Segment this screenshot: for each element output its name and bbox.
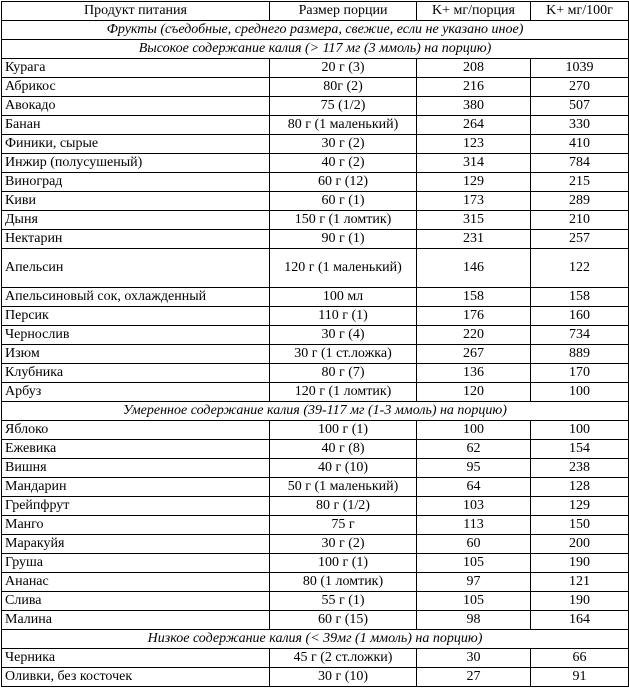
k-per-100g: 160 bbox=[531, 307, 629, 326]
table-row bbox=[2, 459, 629, 478]
k-per-100g: 190 bbox=[531, 554, 629, 573]
food-name: Яблоко bbox=[2, 421, 270, 440]
food-name: Маракуйя bbox=[2, 535, 270, 554]
portion-size: 75 (1/2) bbox=[270, 97, 417, 116]
table-row bbox=[2, 421, 629, 440]
k-per-100g: 889 bbox=[531, 345, 629, 364]
food-name: Малина bbox=[2, 611, 270, 630]
portion-size: 80 г (1/2) bbox=[270, 497, 417, 516]
portion-size: 30 г (1 ст.ложка) bbox=[270, 345, 417, 364]
k-per-portion: 30 bbox=[417, 649, 531, 668]
k-per-100g: 289 bbox=[531, 192, 629, 211]
section-header-row bbox=[2, 630, 629, 649]
food-name: Изюм bbox=[2, 345, 270, 364]
section-title: Умеренное содержание калия (39-117 мг (1-3 ммоль) на порцию) bbox=[2, 402, 629, 421]
k-per-100g: 734 bbox=[531, 326, 629, 345]
table-row bbox=[2, 592, 629, 611]
table-row bbox=[2, 326, 629, 345]
k-per-100g: 330 bbox=[531, 116, 629, 135]
portion-size: 150 г (1 ломтик) bbox=[270, 211, 417, 230]
potassium-table bbox=[1, 1, 629, 687]
k-per-portion: 158 bbox=[417, 288, 531, 307]
food-name: Нектарин bbox=[2, 230, 270, 249]
food-name: Авокадо bbox=[2, 97, 270, 116]
k-per-100g: 164 bbox=[531, 611, 629, 630]
table-row bbox=[2, 554, 629, 573]
k-per-portion: 120 bbox=[417, 383, 531, 402]
section-header-row bbox=[2, 402, 629, 421]
table-row bbox=[2, 516, 629, 535]
fruits-note: Фрукты (съедобные, среднего размера, свежие, если не указано иное) bbox=[2, 21, 629, 40]
table-row bbox=[2, 249, 629, 288]
portion-size: 30 г (2) bbox=[270, 135, 417, 154]
table-row bbox=[2, 345, 629, 364]
food-name: Киви bbox=[2, 192, 270, 211]
table-row bbox=[2, 135, 629, 154]
k-per-100g: 270 bbox=[531, 78, 629, 97]
fruits-note-row bbox=[2, 21, 629, 40]
k-per-portion: 231 bbox=[417, 230, 531, 249]
portion-size: 100 мл bbox=[270, 288, 417, 307]
food-name: Ананас bbox=[2, 573, 270, 592]
portion-size: 75 г bbox=[270, 516, 417, 535]
header-k-per-100g: K+ мг/100г bbox=[531, 2, 629, 21]
k-per-100g: 410 bbox=[531, 135, 629, 154]
food-name: Виноград bbox=[2, 173, 270, 192]
k-per-100g: 154 bbox=[531, 440, 629, 459]
portion-size: 100 г (1) bbox=[270, 554, 417, 573]
food-name: Арбуз bbox=[2, 383, 270, 402]
portion-size: 110 г (1) bbox=[270, 307, 417, 326]
k-per-100g: 122 bbox=[531, 249, 629, 288]
k-per-portion: 136 bbox=[417, 364, 531, 383]
food-name: Инжир (полусушеный) bbox=[2, 154, 270, 173]
portion-size: 30 г (4) bbox=[270, 326, 417, 345]
food-name: Грейпфрут bbox=[2, 497, 270, 516]
food-name: Чернослив bbox=[2, 326, 270, 345]
k-per-portion: 123 bbox=[417, 135, 531, 154]
table-row bbox=[2, 116, 629, 135]
k-per-portion: 97 bbox=[417, 573, 531, 592]
portion-size: 80 г (7) bbox=[270, 364, 417, 383]
portion-size: 40 г (8) bbox=[270, 440, 417, 459]
k-per-100g: 507 bbox=[531, 97, 629, 116]
k-per-portion: 105 bbox=[417, 592, 531, 611]
food-name: Курага bbox=[2, 59, 270, 78]
food-name: Мандарин bbox=[2, 478, 270, 497]
food-name: Финики, сырые bbox=[2, 135, 270, 154]
table-row bbox=[2, 154, 629, 173]
food-name: Апельсин bbox=[2, 249, 270, 288]
portion-size: 30 г (10) bbox=[270, 668, 417, 687]
k-per-portion: 60 bbox=[417, 535, 531, 554]
k-per-portion: 216 bbox=[417, 78, 531, 97]
k-per-100g: 1039 bbox=[531, 59, 629, 78]
k-per-portion: 64 bbox=[417, 478, 531, 497]
table-row bbox=[2, 383, 629, 402]
portion-size: 55 г (1) bbox=[270, 592, 417, 611]
table-row bbox=[2, 192, 629, 211]
k-per-100g: 215 bbox=[531, 173, 629, 192]
k-per-portion: 264 bbox=[417, 116, 531, 135]
table-row bbox=[2, 97, 629, 116]
k-per-100g: 100 bbox=[531, 383, 629, 402]
portion-size: 80 г (1 маленький) bbox=[270, 116, 417, 135]
header-k-per-portion: K+ мг/порция bbox=[417, 2, 531, 21]
header-portion: Размер порции bbox=[270, 2, 417, 21]
k-per-100g: 158 bbox=[531, 288, 629, 307]
k-per-100g: 91 bbox=[531, 668, 629, 687]
k-per-portion: 100 bbox=[417, 421, 531, 440]
portion-size: 60 г (1) bbox=[270, 192, 417, 211]
food-name: Персик bbox=[2, 307, 270, 326]
portion-size: 60 г (12) bbox=[270, 173, 417, 192]
table-row bbox=[2, 59, 629, 78]
k-per-100g: 200 bbox=[531, 535, 629, 554]
portion-size: 50 г (1 маленький) bbox=[270, 478, 417, 497]
section-title: Низкое содержание калия (< 39мг (1 ммоль) на порцию) bbox=[2, 630, 629, 649]
k-per-100g: 784 bbox=[531, 154, 629, 173]
table-row bbox=[2, 440, 629, 459]
k-per-portion: 315 bbox=[417, 211, 531, 230]
k-per-portion: 314 bbox=[417, 154, 531, 173]
k-per-portion: 129 bbox=[417, 173, 531, 192]
portion-size: 30 г (2) bbox=[270, 535, 417, 554]
k-per-100g: 210 bbox=[531, 211, 629, 230]
k-per-portion: 27 bbox=[417, 668, 531, 687]
table-row bbox=[2, 364, 629, 383]
portion-size: 40 г (10) bbox=[270, 459, 417, 478]
header-food: Продукт питания bbox=[2, 2, 270, 21]
portion-size: 60 г (15) bbox=[270, 611, 417, 630]
portion-size: 40 г (2) bbox=[270, 154, 417, 173]
k-per-100g: 129 bbox=[531, 497, 629, 516]
table-row bbox=[2, 535, 629, 554]
table-row bbox=[2, 668, 629, 687]
k-per-portion: 105 bbox=[417, 554, 531, 573]
header-row bbox=[2, 2, 629, 21]
portion-size: 45 г (2 ст.ложки) bbox=[270, 649, 417, 668]
food-name: Апельсиновый сок, охлажденный bbox=[2, 288, 270, 307]
k-per-portion: 146 bbox=[417, 249, 531, 288]
table-row bbox=[2, 211, 629, 230]
food-name: Банан bbox=[2, 116, 270, 135]
food-name: Ежевика bbox=[2, 440, 270, 459]
food-name: Оливки, без косточек bbox=[2, 668, 270, 687]
k-per-100g: 121 bbox=[531, 573, 629, 592]
k-per-portion: 95 bbox=[417, 459, 531, 478]
food-name: Абрикос bbox=[2, 78, 270, 97]
k-per-100g: 238 bbox=[531, 459, 629, 478]
table-row bbox=[2, 307, 629, 326]
food-name: Вишня bbox=[2, 459, 270, 478]
table-row bbox=[2, 78, 629, 97]
k-per-portion: 173 bbox=[417, 192, 531, 211]
portion-size: 80 (1 ломтик) bbox=[270, 573, 417, 592]
table-row bbox=[2, 478, 629, 497]
food-name: Дыня bbox=[2, 211, 270, 230]
portion-size: 120 г (1 маленький) bbox=[270, 249, 417, 288]
portion-size: 80г (2) bbox=[270, 78, 417, 97]
food-name: Черника bbox=[2, 649, 270, 668]
section-title: Высокое содержание калия (> 117 мг (3 ммоль) на порцию) bbox=[2, 40, 629, 59]
k-per-portion: 62 bbox=[417, 440, 531, 459]
k-per-portion: 380 bbox=[417, 97, 531, 116]
table-row bbox=[2, 611, 629, 630]
section-header-row bbox=[2, 40, 629, 59]
food-name: Слива bbox=[2, 592, 270, 611]
k-per-100g: 170 bbox=[531, 364, 629, 383]
portion-size: 20 г (3) bbox=[270, 59, 417, 78]
k-per-portion: 208 bbox=[417, 59, 531, 78]
k-per-portion: 103 bbox=[417, 497, 531, 516]
k-per-100g: 257 bbox=[531, 230, 629, 249]
k-per-portion: 220 bbox=[417, 326, 531, 345]
table-row bbox=[2, 573, 629, 592]
food-name: Клубника bbox=[2, 364, 270, 383]
portion-size: 100 г (1) bbox=[270, 421, 417, 440]
food-name: Манго bbox=[2, 516, 270, 535]
k-per-portion: 176 bbox=[417, 307, 531, 326]
portion-size: 90 г (1) bbox=[270, 230, 417, 249]
food-name: Груша bbox=[2, 554, 270, 573]
table-row bbox=[2, 288, 629, 307]
table-row bbox=[2, 173, 629, 192]
k-per-100g: 128 bbox=[531, 478, 629, 497]
k-per-100g: 150 bbox=[531, 516, 629, 535]
table-row bbox=[2, 649, 629, 668]
table-row bbox=[2, 497, 629, 516]
k-per-100g: 100 bbox=[531, 421, 629, 440]
k-per-portion: 267 bbox=[417, 345, 531, 364]
k-per-portion: 98 bbox=[417, 611, 531, 630]
table-row bbox=[2, 230, 629, 249]
k-per-100g: 190 bbox=[531, 592, 629, 611]
k-per-100g: 66 bbox=[531, 649, 629, 668]
k-per-portion: 113 bbox=[417, 516, 531, 535]
portion-size: 120 г (1 ломтик) bbox=[270, 383, 417, 402]
